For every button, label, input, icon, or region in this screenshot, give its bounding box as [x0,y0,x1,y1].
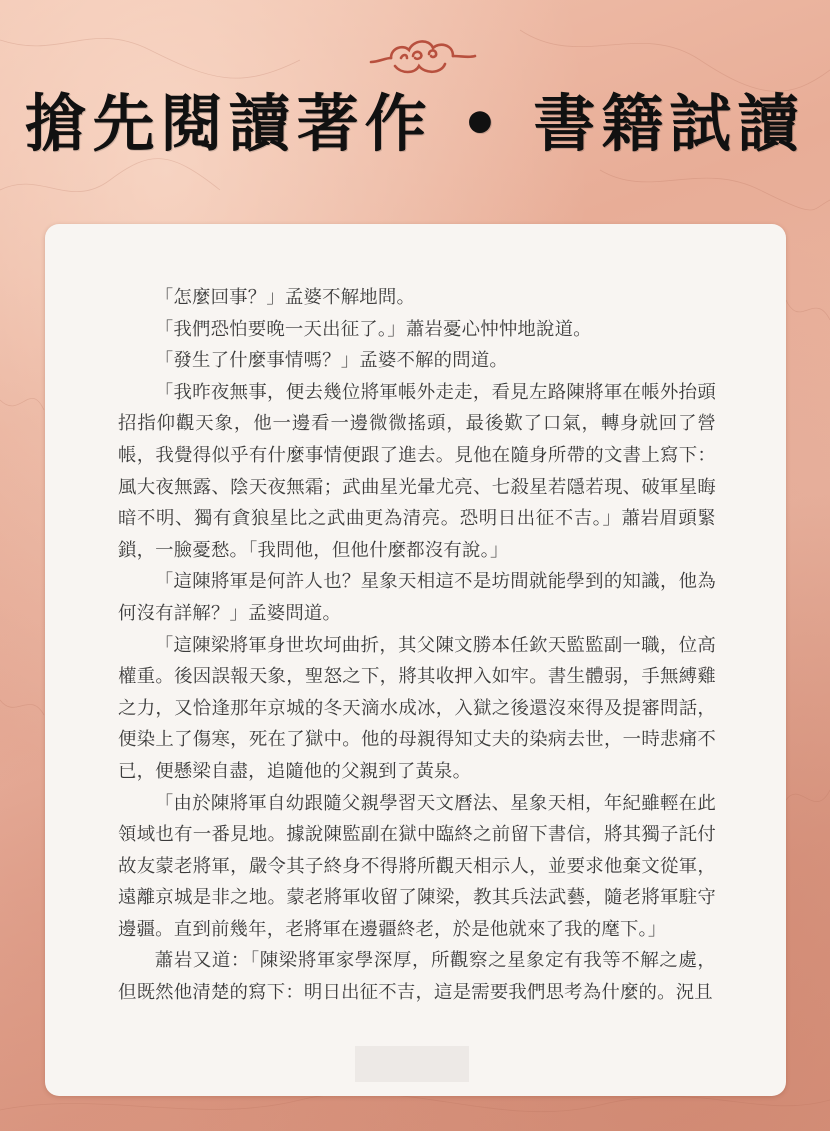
paragraph: 蕭岩又道：「陳梁將軍家學深厚，所觀察之星象定有我等不解之處，但既然他清楚的寫下：明日出征不吉，這是需要我們思考為什麼的。況且 [118,950,716,1004]
excerpt-text [118,282,716,1009]
paragraph: 「我們恐怕要晚一天出征了。」蕭岩憂心忡忡地說道。 [154,318,592,340]
footer-placeholder [355,1046,469,1082]
paragraph: 「發生了什麼事情嗎？」孟婆不解的問道。 [154,350,509,372]
paragraph: 「這陳梁將軍身世坎坷曲折，其父陳文勝本任欽天監監副一職，位高權重。後因誤報天象，聖怒之下，將其收押入如牢。書生體弱，手無縛雞之力，又恰逢那年京城的冬天滴水成冰，入獄之後還沒來得及提審問話，便染上了傷寒，死在了獄中。他的母親得知丈夫的染病去世，一時悲痛不已，便懸梁自盡，追隨他的父親到了黃泉。 [118,634,716,782]
paragraph: 「由於陳將軍自幼跟隨父親學習天文曆法、星象天相，年紀雖輕在此領域也有一番見地。據說陳監副在獄中臨終之前留下書信，將其獨子託付故友蒙老將軍，嚴令其子終身不得將所觀天相示人，並要求他棄文從軍，遠離京城是非之地。蒙老將軍收留了陳梁，教其兵法武藝，隨老將軍駐守邊疆。直到前幾年，老將軍在邊疆終老，於是他就來了我的麾下。」 [118,792,716,940]
auspicious-cloud-icon [365,28,481,82]
page-title: 搶先閱讀著作 • 書籍試讀 [24,87,806,160]
paragraph: 「我昨夜無事，便去幾位將軍帳外走走，看見左路陳將軍在帳外抬頭招指仰觀天象，他一邊看一邊微微搖頭，最後歎了口氣，轉身就回了營帳，我覺得似乎有什麼事情便跟了進去。見他在隨身所帶的文書上寫下：風大夜無露、陰天夜無霜；武曲星光暈尤亮、七殺星若隱若現、破軍星晦暗不明、獨有貪狼星比之武曲更為清亮。恐明日出征不吉。」蕭岩眉頭緊鎖，一臉憂愁。「我問他，但他什麼都沒有說。」 [118,381,716,561]
paragraph: 「這陳將軍是何許人也？星象天相這不是坊間就能學到的知識，他為何沒有詳解？」孟婆問道。 [118,571,716,624]
excerpt-card [45,224,786,1096]
paragraph: 「怎麼回事？」孟婆不解地問。 [154,287,416,308]
